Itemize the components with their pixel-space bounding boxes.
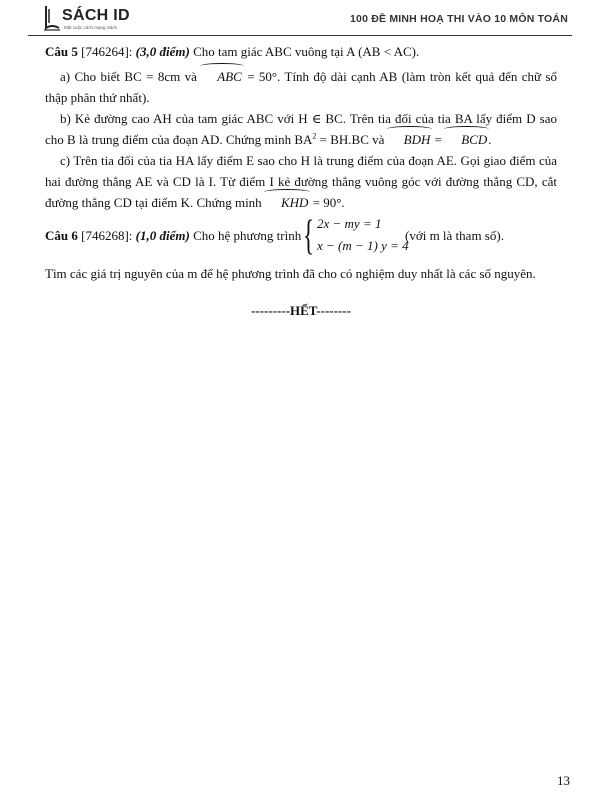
q5-a-suffix: = 50°. Tính độ dài cạnh AB (làm tròn kết quả đến chữ số thập phân thứ nhất). bbox=[45, 69, 558, 105]
page-header bbox=[28, 4, 572, 34]
page-number: 13 bbox=[557, 773, 570, 788]
q5-points: (3,0 điểm) bbox=[135, 44, 190, 59]
q5-b-angle2: BCD bbox=[445, 129, 488, 150]
end-mark: ---------HẾT-------- bbox=[251, 303, 351, 318]
q6-equation-1: 2x − my = 1 bbox=[317, 216, 382, 231]
q6-label: Câu 6 bbox=[45, 228, 78, 243]
q5-part-b bbox=[45, 108, 557, 150]
q5-c-text: c) Trên tia đối của tia HA lấy điểm E sao cho H là trung điểm của đoạn AE. Gọi giao điểm của hai đường thẳng AE và CD là I. Từ điểm I kẻ đường thẳng vuông góc với đường thẳng CD, cắt đường thẳng CD tại điểm K. Chứng minh bbox=[45, 153, 557, 210]
exam-content bbox=[45, 41, 557, 321]
q6-intro-text: Cho hệ phương trình bbox=[193, 228, 302, 243]
q6-equation-2: x − (m − 1) y = 4 bbox=[317, 238, 409, 253]
q5-label: Câu 5 bbox=[45, 44, 78, 59]
system-brace-icon: { bbox=[303, 213, 315, 259]
q5-code: [746264]: bbox=[81, 44, 133, 59]
q6-code: [746268]: bbox=[81, 228, 133, 243]
book-logo-icon bbox=[42, 4, 62, 32]
q5-c-angle: KHD bbox=[265, 192, 309, 213]
q5-part-c bbox=[45, 150, 557, 213]
q6-task: Tìm các giá trị nguyên của m để hệ phương trình đã cho có nghiệm duy nhất là các số nguyên. bbox=[45, 266, 536, 281]
q5-part-a bbox=[45, 66, 557, 108]
q6-tail: (với m là tham số). bbox=[405, 228, 504, 243]
brand-tagline: Một cuộc cách mạng Sách bbox=[64, 25, 118, 30]
q5-a-prefix: a) Cho biết BC = 8cm và bbox=[60, 69, 197, 84]
q6-points: (1,0 điểm) bbox=[135, 228, 190, 243]
q5-b-eq: = bbox=[434, 132, 442, 147]
q5-b-end: . bbox=[488, 132, 492, 147]
q5-b-text: b) Kẻ đường cao AH của tam giác ABC với H ∈ BC. Trên tia đối của tia BA lấy điểm D sao cho B là trung điểm của đoạn AD. Chứng minh BA bbox=[45, 111, 557, 147]
brand-name: SÁCH ID bbox=[62, 7, 130, 24]
q5-b-angle1: BDH bbox=[388, 129, 432, 150]
q5-a-angle: ABC bbox=[201, 66, 243, 87]
q6-system bbox=[45, 213, 557, 259]
q5-intro-text: Cho tam giác ABC vuông tại A (AB < AC). bbox=[193, 44, 420, 59]
header-divider bbox=[28, 35, 572, 36]
brand-logo bbox=[42, 4, 182, 34]
q6-intro bbox=[45, 225, 301, 246]
q5-b-square: 2 bbox=[312, 131, 317, 141]
q5-b-mid: = BH.BC và bbox=[319, 132, 385, 147]
document-title: 100 ĐỀ MINH HOẠ THI VÀO 10 MÔN TOÁN bbox=[349, 13, 568, 25]
q5-c-end: = 90°. bbox=[312, 195, 345, 210]
q5-intro bbox=[45, 41, 557, 62]
